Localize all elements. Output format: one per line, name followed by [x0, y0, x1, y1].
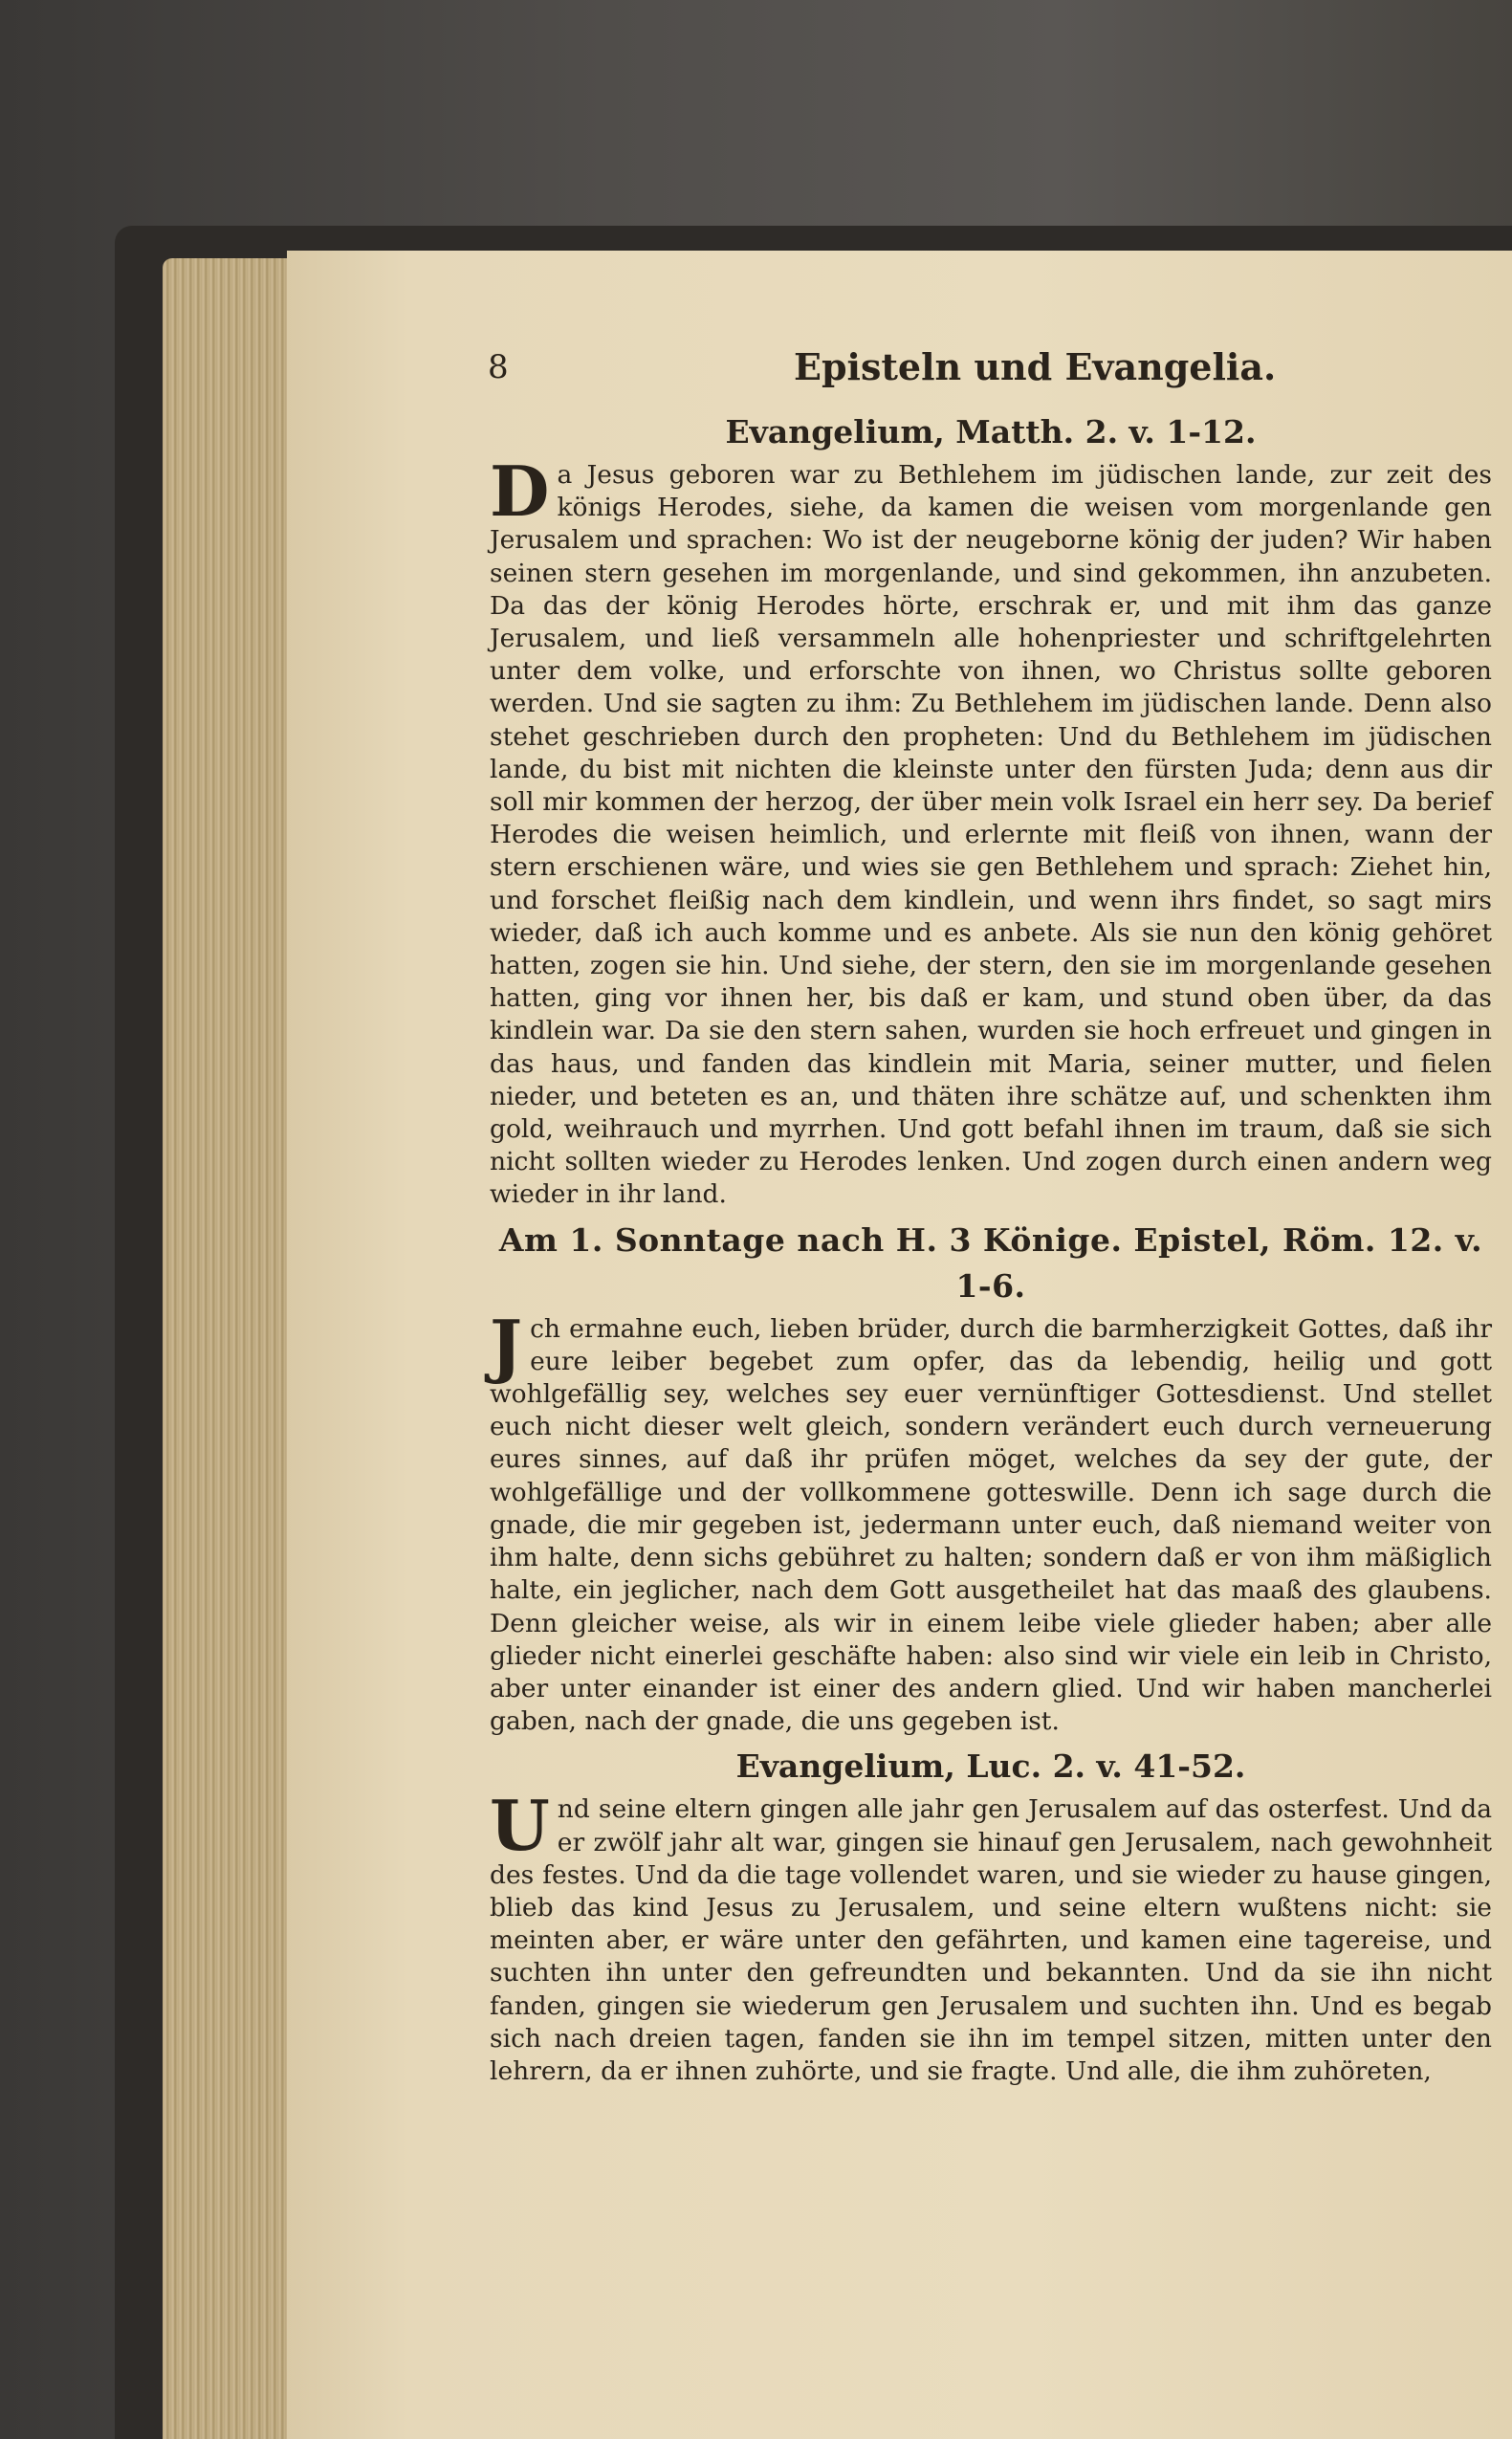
section-text: [490, 450, 1492, 1212]
book-page: [287, 251, 1512, 2439]
section-text: [490, 1785, 1492, 2088]
drop-initial: U: [490, 1785, 550, 1867]
section-matthew: [490, 409, 1492, 1212]
section-epistle: [490, 1218, 1492, 1739]
page-content: [490, 404, 1492, 2094]
paragraph-body: nd seine eltern gingen alle jahr gen Jerusalem auf das osterfest. Und da er zwölf jahr alt war, gingen sie hinauf gen Jerusalem, nach gewohnheit des festes. Und da die tage vollendet waren, und sie wieder zu hause gingen, blieb das kind Jesus zu Jerusalem, und seine eltern wußtens nicht: sie meinten aber, er wäre unter den gefährten, und kamen eine tagereise, und suchten ihn unter den gefreundten und bekannten. Und da sie ihn nicht fanden, gingen sie wiederum gen Jerusalem und suchten ihn. Und es begab sich nach dreien tagen, fanden sie ihn im tempel sitzen, mitten unter den lehrern, da er ihnen zuhörte, und sie fragte. Und alle, die ihm zuhöreten,: [490, 1794, 1492, 2086]
section-heading: Evangelium, Matth. 2. v. 1-12.: [725, 413, 1257, 450]
paragraph-body: a Jesus geboren war zu Bethlehem im jüdischen lande, zur zeit des königs Herodes, siehe, da kamen die weisen vom morgenlande gen Jerusalem und sprachen: Wo ist der neugeborne könig der juden? Wir haben seinen stern gesehen im morgenlande, und sind gekommen, ihn anzubeten. Da das der könig Herodes hörte, erschrak er, und mit ihm das ganze Jerusalem, und ließ versammeln alle hohenpriester und schriftgelehrten unter dem volke, und erforschte von ihnen, wo Christus sollte geboren werden. Und sie sagten zu ihm: Zu Bethlehem im jüdischen lande. Denn also stehet geschrieben durch den propheten: Und du Bethlehem im jüdischen lande, du bist mit nichten die kleinste unter den fürsten Juda; denn aus dir soll mir kommen der herzog, der über mein volk Israel ein herr sey. Da berief Herodes die weisen heimlich, und erlernte mit fleiß von ihnen, wann der stern erschienen wäre, und wies sie gen Bethlehem und sprach: Ziehet hin, und forschet fleißig nach dem kindlein, und wenn ihrs findet, so sagt mirs wieder, daß ich auch komme und es anbete. Als sie nun den könig gehöret hatten, zogen sie hin. Und siehe, der stern, den sie im morgenlande gesehen hatten, ging vor ihnen her, bis daß er kam, und stund oben über, da das kindlein war. Da sie den stern sahen, wurden sie hoch erfreuet und gingen in das haus, und fanden das kindlein mit Maria, seiner mutter, und fielen nieder, und beteten es an, und thäten ihre schätze auf, und schenkten ihm gold, weihrauch und myrrhen. Und gott befahl ihnen im traum, daß sie sich nicht sollten wieder zu Herodes lenken. Und zogen durch einen andern weg wieder in ihr land.: [490, 460, 1492, 1210]
paragraph-body: ch ermahne euch, lieben brüder, durch die barmherzigkeit Gottes, daß ihr eure leiber begebet zum opfer, das da lebendig, heilig und gott wohlgefällig sey, welches sey euer vernünftiger Gottesdienst. Und stellet euch nicht dieser welt gleich, sondern verändert euch durch verneuerung eures sinnes, auf daß ihr prüfen möget, welches da sey der gute, der wohlgefällige und der vollkommene gotteswille. Denn ich sage durch die gnade, die mir gegeben ist, jedermann unter euch, daß niemand weiter von ihm halte, denn sichs gebühret zu halten; sondern daß er von ihm mäßiglich halte, ein jeglicher, nach dem Gott ausgetheilet hat das maaß des glaubens. Denn gleicher weise, als wir in einem leibe viele glieder haben; aber alle glieder nicht einerlei geschäfte haben: also sind wir viele ein leib in Christo, aber unter einander ist einer des andern glied. Und wir haben mancherlei gaben, nach der gnade, die uns gegeben ist.: [490, 1313, 1492, 1737]
section-heading: Am 1. Sonntage nach H. 3 Könige. Epistel, Röm. 12. v. 1-6.: [498, 1220, 1483, 1305]
running-title: Episteln und Evangelia.: [794, 345, 1277, 388]
drop-initial: J: [490, 1304, 523, 1386]
section-luke: [490, 1744, 1492, 2088]
section-text: [490, 1304, 1492, 1739]
drop-initial: D: [490, 450, 550, 532]
section-heading: Evangelium, Luc. 2. v. 41-52.: [735, 1747, 1246, 1786]
running-head: [287, 339, 1512, 396]
page-number: 8: [488, 348, 509, 386]
